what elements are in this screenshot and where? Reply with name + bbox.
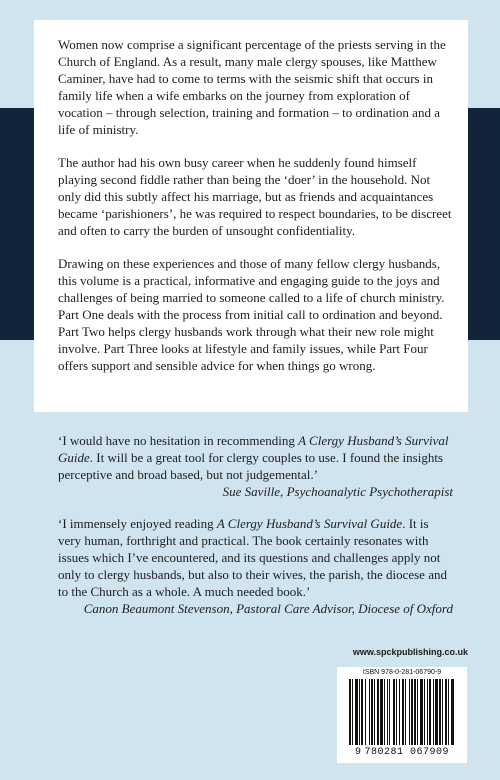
- barcode-bar: [377, 679, 379, 745]
- endorsements: [58, 432, 453, 632]
- attribution-name: Sue Saville,: [222, 484, 287, 499]
- barcode-bar: [414, 679, 416, 745]
- quote-attribution: [58, 600, 453, 617]
- barcode-bar: [417, 679, 418, 745]
- quote-text-end: . It will be a great tool for clergy couples to use. I found the insights perceptive and broad based, but not judgemental.’: [58, 450, 443, 482]
- quote-text: [58, 432, 453, 483]
- barcode-bar: [405, 679, 406, 745]
- barcode-bar: [429, 679, 431, 745]
- attribution-role: Pastoral Care Advisor, Diocese of Oxford: [236, 601, 453, 616]
- barcode-bar: [409, 679, 410, 745]
- blurb-paragraph-3: Drawing on these experiences and those of many fellow clergy husbands, this volume is a practical, informative and engaging guide to the joys and challenges of being married to someone called to a life of church ministry. Part One deals with the process from initial call to ordination and beyond. Part Two helps clergy husbands work through what their new role might involve. Part Three looks at lifestyle and family issues, while Part Four offers support and sensible advice for when things go wrong.: [58, 256, 445, 373]
- quote-text-start: ‘I would have no hesitation in recommending: [58, 433, 299, 448]
- publisher-website[interactable]: www.spckpublishing.co.uk: [352, 647, 468, 657]
- barcode-bar: [411, 679, 413, 745]
- barcode-bar: [387, 679, 388, 745]
- barcode: [337, 667, 467, 763]
- barcode-digits: [337, 747, 467, 758]
- barcode-bar: [355, 679, 358, 745]
- barcode-bar: [374, 679, 375, 745]
- endorsement-2: [58, 515, 453, 617]
- barcode-bar: [445, 679, 447, 745]
- barcode-bar: [384, 679, 385, 745]
- isbn-label: ISBN 978-0-281-06790-9: [362, 669, 442, 676]
- barcode-bar: [349, 679, 351, 745]
- barcode-bar: [451, 679, 454, 745]
- barcode-bar: [420, 679, 423, 745]
- attribution-name: Canon Beaumont Stevenson,: [83, 601, 237, 616]
- barcode-bar: [380, 679, 383, 745]
- barcode-bar: [427, 679, 428, 745]
- quote-text-start: ‘I immensely enjoyed reading: [58, 516, 217, 531]
- barcode-bar: [369, 679, 370, 745]
- attribution-role: Psychoanalytic Psychotherapist: [286, 484, 453, 499]
- barcode-number: 780281 067909: [364, 747, 450, 758]
- quote-text: [58, 515, 453, 600]
- barcode-bars: [349, 679, 455, 745]
- barcode-bar: [448, 679, 449, 745]
- barcode-bar: [389, 679, 390, 745]
- endorsement-1: [58, 432, 453, 500]
- barcode-bar: [352, 679, 353, 745]
- barcode-bar: [361, 679, 363, 745]
- barcode-bar: [371, 679, 373, 745]
- barcode-lead-digit: 9: [354, 747, 362, 758]
- barcode-bar: [396, 679, 397, 745]
- barcode-bar: [365, 679, 366, 745]
- blurb-text: [58, 36, 453, 390]
- barcode-bar: [439, 679, 441, 745]
- quote-text-end: . It is very human, forthright and practical. The book certainly resonates with issues which I’ve encountered, and its questions and challenges apply not only to clergy husbands, but also to their wives, the parish, the diocese and to the Church as a whole. A much needed book.’: [58, 516, 447, 599]
- book-title: A Clergy Husband’s Survival Guide: [58, 433, 449, 465]
- barcode-bar: [435, 679, 438, 745]
- barcode-bar: [424, 679, 425, 745]
- blurb-paragraph-2: The author had his own busy career when he suddenly found himself playing second fiddle rather than being the ‘doer’ in the household. Not only did this subtly affect his marriage, but as friends and acquaintances became ‘parishioners’, he was required to respect boundaries, to be discreet and often to carry the burden of unsought confidentiality.: [58, 155, 452, 238]
- barcode-bar: [359, 679, 360, 745]
- barcode-bar: [393, 679, 395, 745]
- barcode-bar: [433, 679, 434, 745]
- blurb-paragraph-1: Women now comprise a significant percentage of the priests serving in the Church of England. As a result, many male clergy spouses, like Matthew Caminer, have had to come to terms with the seismic shift that occurs in family life when a wife embarks on the journey from exploration of vocation – through selection, training and formation – to ordination and a life of ministry.: [58, 37, 446, 137]
- barcode-bar: [442, 679, 443, 745]
- barcode-bar: [399, 679, 400, 745]
- quote-attribution: [58, 483, 453, 500]
- book-title: A Clergy Husband’s Survival Guide: [216, 516, 403, 531]
- barcode-bar: [402, 679, 404, 745]
